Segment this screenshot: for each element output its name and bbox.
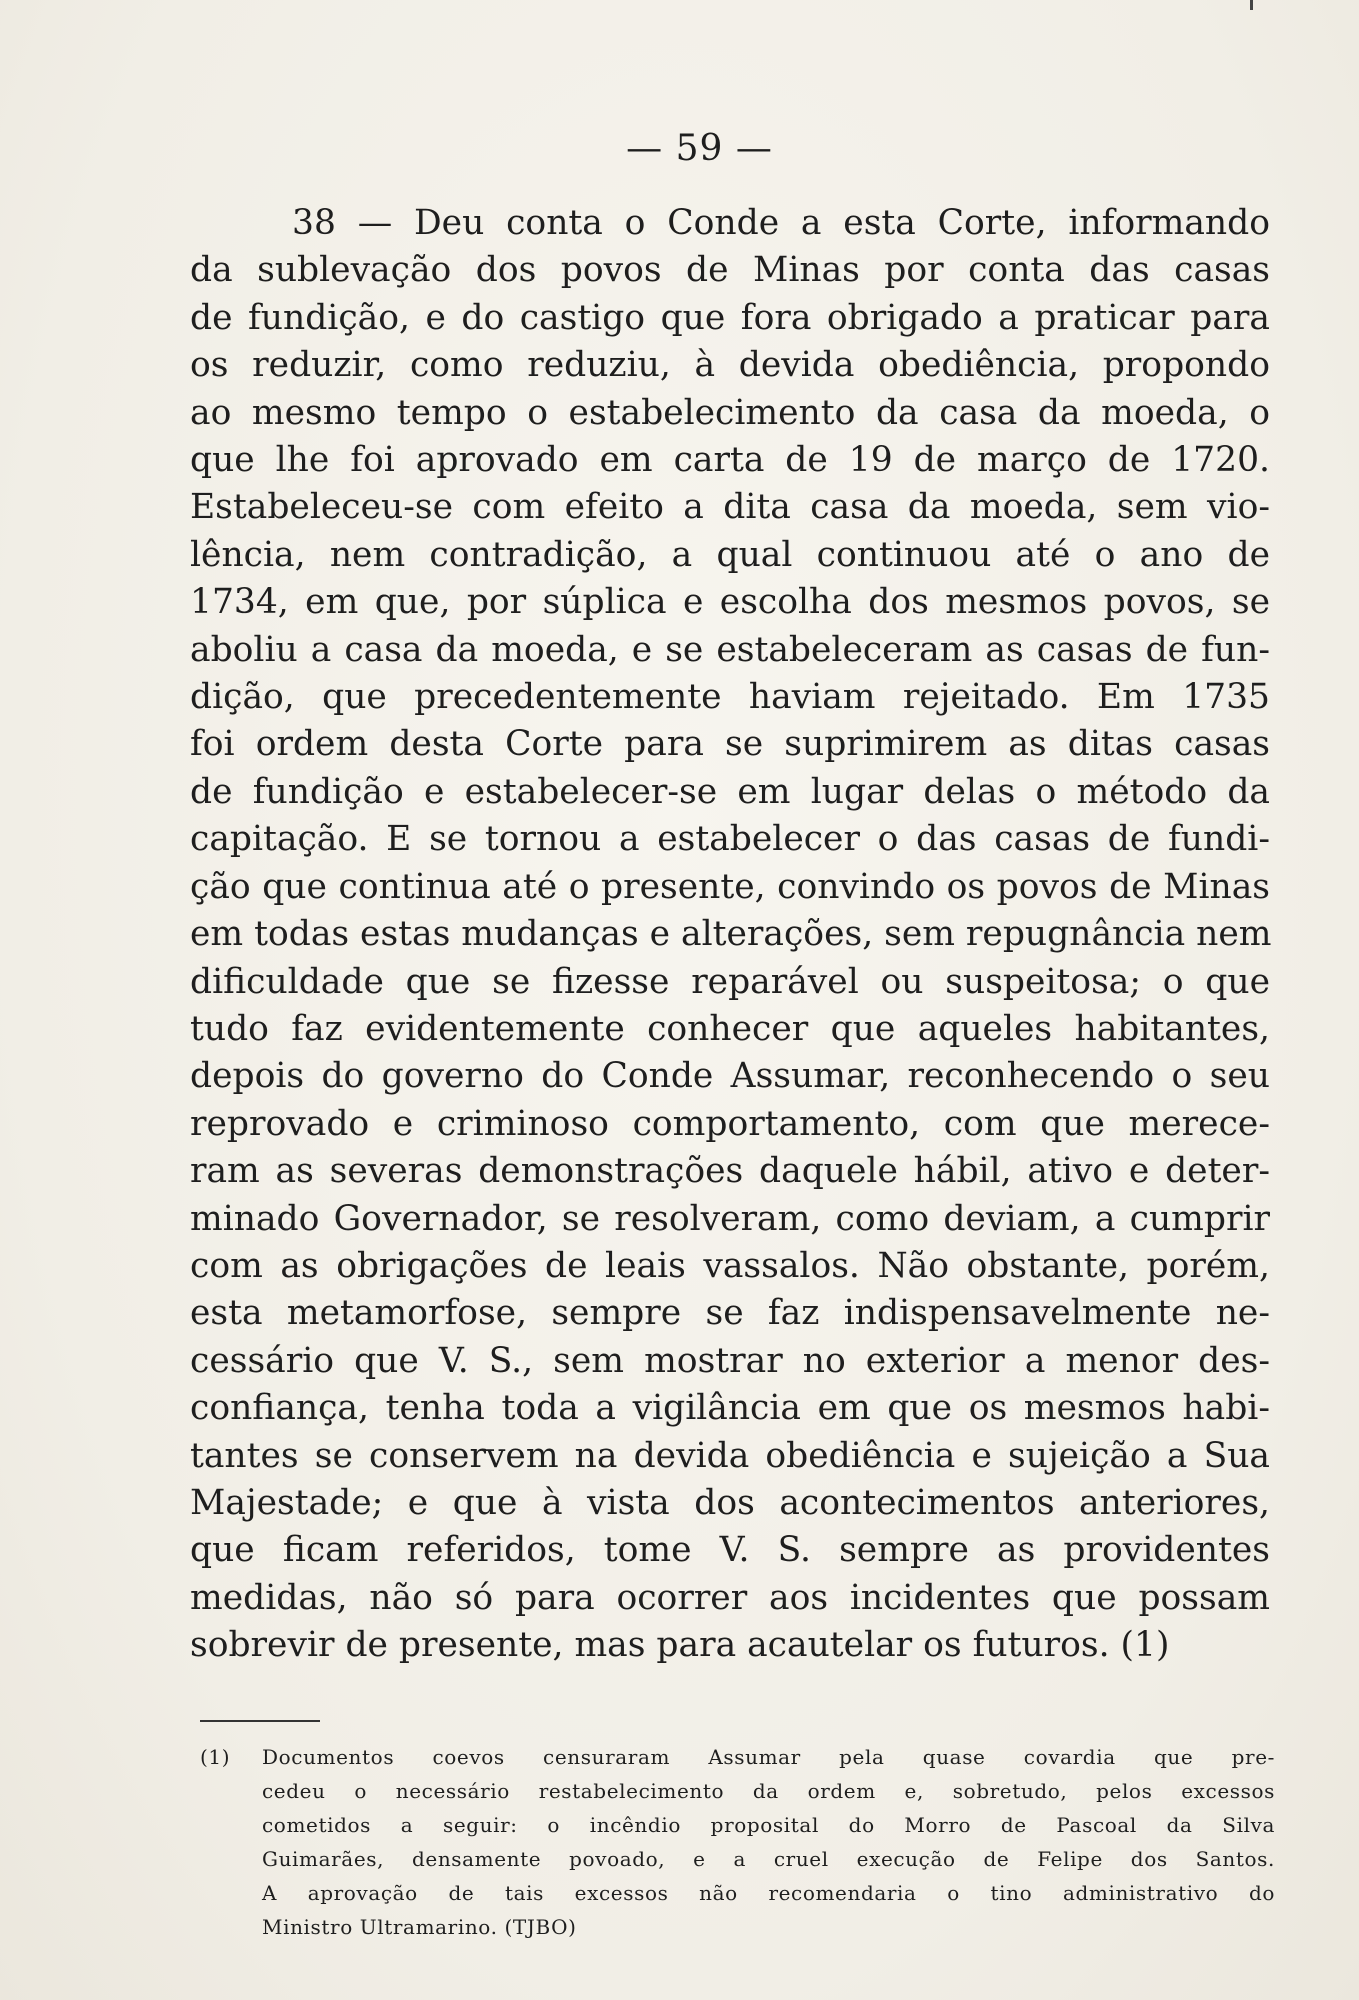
body-line: Majestade; e que à vista dos acontecimentos anteriores,: [190, 1482, 1270, 1523]
body-line: confiança, tenha toda a vigilância em que os mesmos habi-: [190, 1388, 1270, 1429]
body-line: lência, nem contradição, a qual continuou até o ano de: [190, 534, 1270, 575]
body-line: 1734, em que, por súplica e escolha dos mesmos povos, se: [190, 582, 1270, 623]
body-line: com as obrigações de leais vassalos. Não obstante, porém,: [190, 1245, 1270, 1286]
body-line: aboliu a casa da moeda, e se estabeleceram as casas de fun-: [190, 629, 1270, 670]
body-line: reprovado e criminoso comportamento, com que merece-: [190, 1103, 1270, 1144]
footnote-line: A aprovação de tais excessos não recomendaria o tino administrativo do: [262, 1881, 1275, 1905]
body-line: dição, que precedentemente haviam rejeitado. Em 1735: [190, 677, 1270, 718]
footnote-line: Ministro Ultramarino. (TJBO): [262, 1915, 577, 1939]
body-line: tantes se conservem na devida obediência e sujeição a Sua: [190, 1435, 1270, 1476]
body-line: os reduzir, como reduziu, à devida obediência, propondo: [190, 345, 1270, 386]
body-line: que ficam referidos, tome V. S. sempre as providentes: [190, 1530, 1270, 1571]
body-line: foi ordem desta Corte para se suprimirem as ditas casas: [190, 724, 1270, 765]
footnote-line: Guimarães, densamente povoado, e a cruel execução de Felipe dos Santos.: [262, 1847, 1275, 1871]
body-line: esta metamorfose, sempre se faz indispensavelmente ne-: [190, 1293, 1270, 1334]
body-line: em todas estas mudanças e alterações, sem repugnância nem: [190, 914, 1272, 955]
footnote-text: Documentos coevos censuraram Assumar pela quase covardia que pre-: [262, 1745, 1275, 1769]
body-line: depois do governo do Conde Assumar, reconhecendo o seu: [190, 1056, 1270, 1097]
body-line: minado Governador, se resolveram, como deviam, a cumprir: [190, 1198, 1270, 1239]
footnote-marker: (1): [200, 1745, 231, 1769]
footnote: [200, 1740, 1275, 1944]
body-paragraph: [190, 200, 1270, 1670]
body-line: Estabeleceu-se com efeito a dita casa da moeda, sem vio-: [190, 487, 1270, 528]
scan-mark: [1250, 0, 1253, 10]
body-line: que lhe foi aprovado em carta de 19 de março de 1720.: [190, 440, 1270, 481]
body-line: ção que continua até o presente, convindo os povos de Minas: [190, 866, 1270, 907]
body-line: ao mesmo tempo o estabelecimento da casa da moeda, o: [190, 392, 1270, 433]
body-line: de fundição, e do castigo que fora obrigado a praticar para: [190, 297, 1270, 338]
body-line: de fundição e estabelecer-se em lugar delas o método da: [190, 771, 1270, 812]
footnote-separator: [200, 1720, 320, 1722]
footnote-line: cedeu o necessário restabelecimento da ordem e, sobretudo, pelos excessos: [262, 1779, 1275, 1803]
body-line: da sublevação dos povos de Minas por conta das casas: [190, 250, 1270, 291]
body-line: tudo faz evidentemente conhecer que aqueles habitantes,: [190, 1008, 1270, 1049]
body-line: medidas, não só para ocorrer aos incidentes que possam: [190, 1577, 1270, 1618]
body-line: ram as severas demonstrações daquele hábil, ativo e deter-: [190, 1151, 1270, 1192]
body-line: cessário que V. S., sem mostrar no exterior a menor des-: [190, 1340, 1270, 1381]
footnote-line: cometidos a seguir: o incêndio proposital do Morro de Pascoal da Silva: [262, 1813, 1275, 1837]
body-line: 38 — Deu conta o Conde a esta Corte, informando: [292, 203, 1270, 243]
page-number: — 59 —: [626, 128, 773, 169]
footnote-line: [200, 1740, 1275, 1774]
body-line: capitação. E se tornou a estabelecer o das casas de fundi-: [190, 819, 1270, 860]
body-line: sobrevir de presente, mas para acautelar os futuros. (1): [190, 1625, 1170, 1666]
body-line: dificuldade que se fizesse reparável ou suspeitosa; o que: [190, 961, 1270, 1002]
